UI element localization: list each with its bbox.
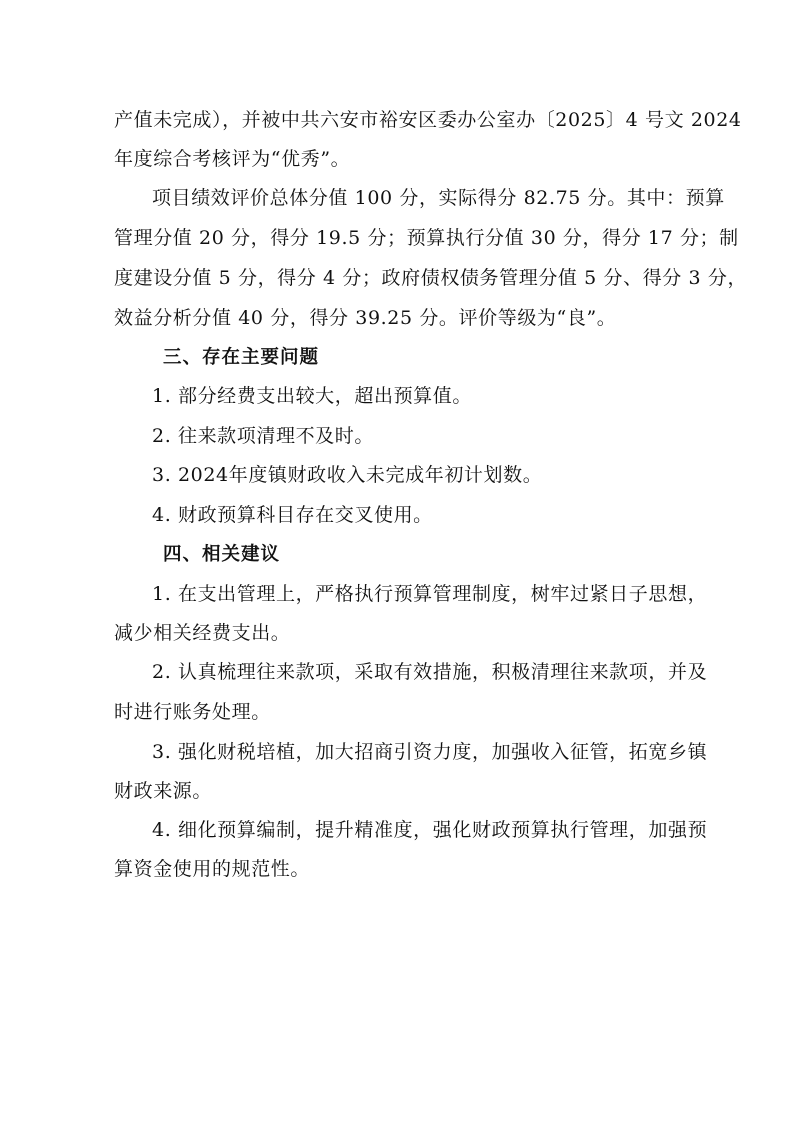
section-heading: 三、存在主要问题	[163, 347, 320, 368]
list-item: 2. 认真梳理往来款项，采取有效措施，积极清理往来款项，并及	[152, 661, 708, 683]
paragraph-line: 算资金使用的规范性。	[114, 858, 311, 880]
list-item: 1. 在支出管理上，严格执行预算管理制度，树牢过紧日子思想，	[152, 583, 708, 605]
list-item: 1. 部分经费支出较大，超出预算值。	[152, 385, 472, 407]
paragraph-line: 度建设分值 5 分，得分 4 分；政府债权债务管理分值 5 分、得分 3 分，	[114, 267, 748, 289]
list-item: 4. 细化预算编制，提升精准度，强化财政预算执行管理，加强预	[152, 819, 708, 841]
paragraph-line: 财政来源。	[114, 780, 213, 802]
list-item: 2. 往来款项清理不及时。	[152, 425, 374, 447]
paragraph-line: 减少相关经费支出。	[114, 622, 291, 644]
paragraph-line: 管理分值 20 分，得分 19.5 分；预算执行分值 30 分，得分 17 分；制	[114, 227, 739, 249]
list-item: 3. 2024年度镇财政收入未完成年初计划数。	[152, 464, 543, 486]
section-heading: 四、相关建议	[163, 544, 281, 565]
paragraph-line: 效益分析分值 40 分，得分 39.25 分。评价等级为“良”。	[114, 307, 617, 329]
paragraph-line: 时进行账务处理。	[114, 701, 271, 723]
paragraph-line: 年度综合考核评为“优秀”。	[114, 148, 351, 170]
paragraph-line: 产值未完成），并被中共六安市裕安区委办公室办〔2025〕4 号文 2024	[114, 109, 742, 131]
list-item: 4. 财政预算科目存在交叉使用。	[152, 504, 433, 526]
list-item: 3. 强化财税培植，加大招商引资力度，加强收入征管，拓宽乡镇	[152, 741, 708, 763]
paragraph-line: 项目绩效评价总体分值 100 分，实际得分 82.75 分。其中：预算	[152, 187, 725, 209]
